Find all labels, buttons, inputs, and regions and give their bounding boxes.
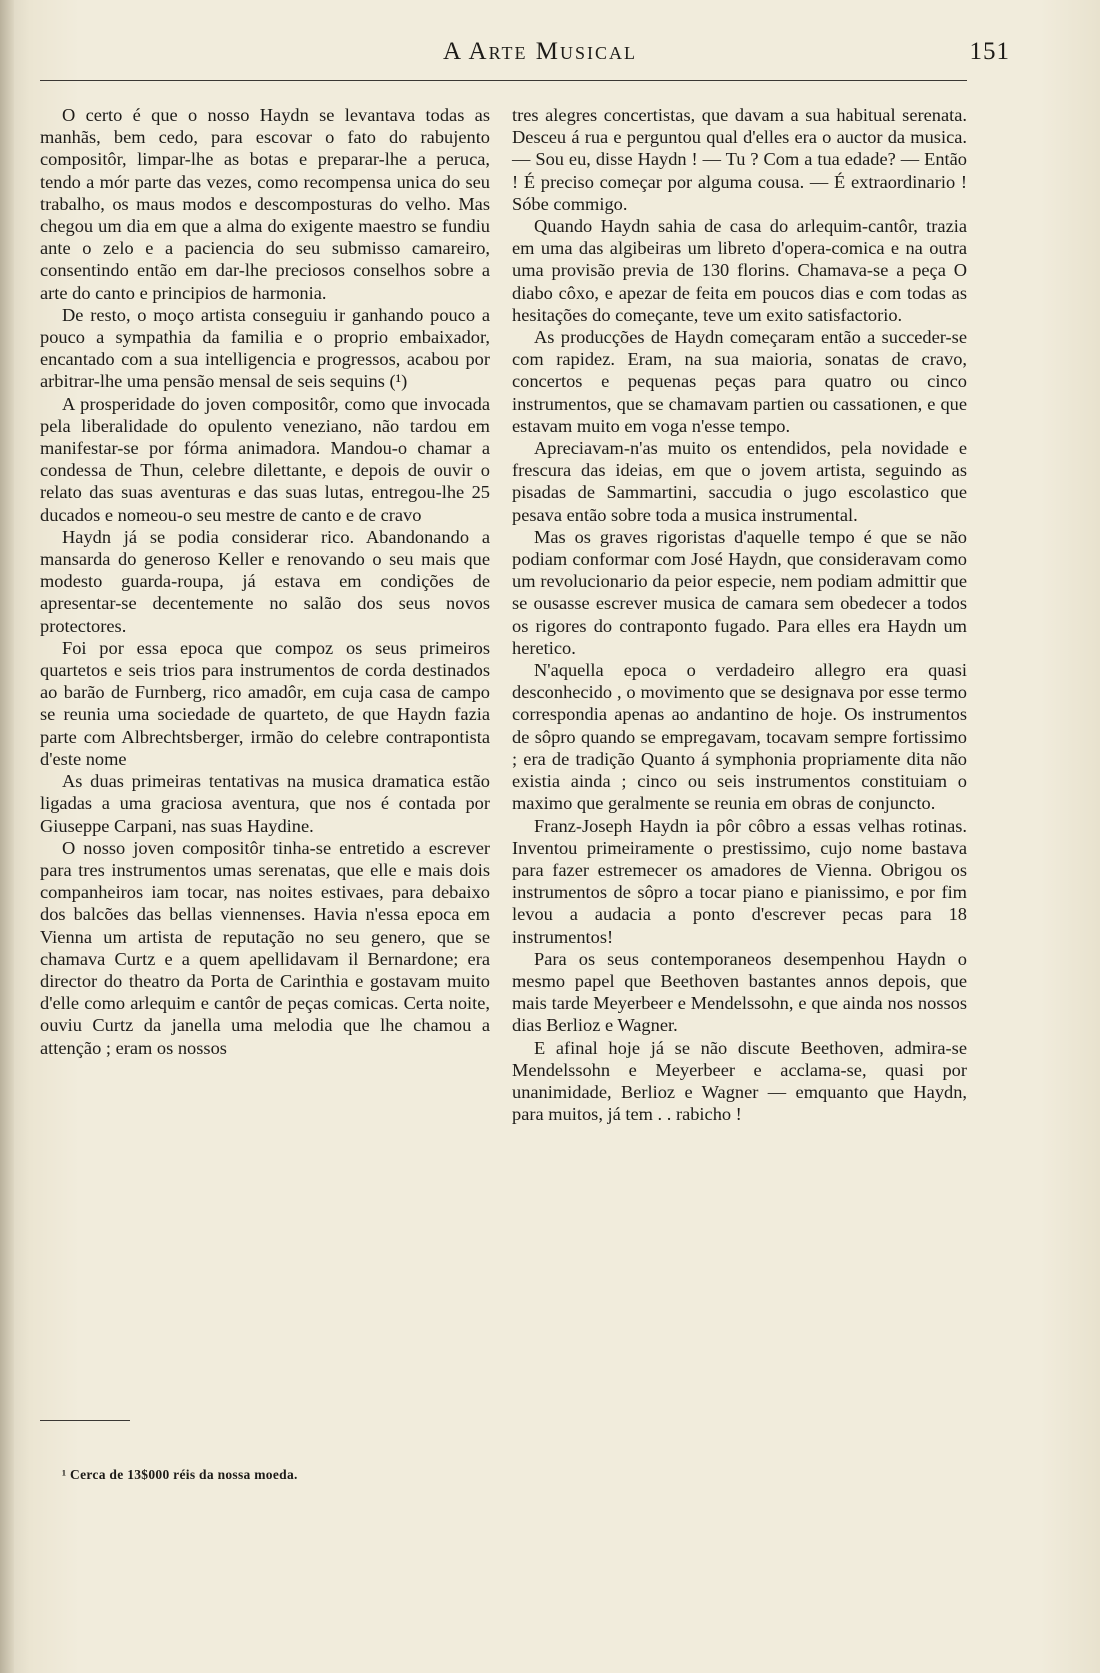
running-title: A Arte Musical [443, 38, 637, 65]
paragraph: Quando Haydn sahia de casa do arlequim-cantôr, trazia em uma das algibeiras um libreto d'opera-comica e na outra uma provisão previa de 130 florins. Chamava-se a peça O diabo côxo, e apezar de feita em poucos dias e com todas as hesitações do começante, teve um exito satisfactorio. [512, 216, 967, 325]
paragraph: E afinal hoje já se não discute Beethoven, admira-se Mendelssohn e Meyerbeer e acclama-se, quasi por unanimidade, Berlioz e Wagner — emquanto que Haydn, para muitos, já tem . . rabicho ! [512, 1037, 967, 1125]
paragraph: Mas os graves rigoristas d'aquelle tempo é que se não podiam conformar com José Haydn, que consideravam como um revolucionario da peior especie, nem podiam admittir que se ousasse escrever musica de camara sem obedecer a todos os rigores do contraponto fugado. Para elles era Haydn um heretico. [512, 526, 967, 658]
paragraph: O certo é que o nosso Haydn se levantava todas as manhãs, bem cedo, para escovar o fato do rabujento compositôr, limpar-lhe as botas e preparar-lhe a peruca, tendo a mór parte das vezes, como recompensa unica do seu trabalho, os maus modos e descomposturas do velho. Mas chegou um dia em que a alma do exigente maestro se fundiu ante o zelo e a paciencia do seu submisso camareiro, consentindo então em dar-lhe preciosos conselhos sobre a arte do canto e principios de harmonia. [40, 105, 490, 303]
page-number: 151 [969, 38, 1010, 65]
right-column [512, 104, 967, 1125]
paragraph: tres alegres concertistas, que davam a sua habitual serenata. Desceu á rua e perguntou qual d'elles era o auctor da musica. — Sou eu, disse Haydn ! — Tu ? Com a tua edade? — Então ! É preciso começar por alguma cousa. — É extraordinario ! Sóbe commigo. [512, 105, 967, 214]
page-header [40, 38, 1040, 78]
paragraph: De resto, o moço artista conseguiu ir ganhando pouco a pouco a sympathia da familia e o proprio embaixador, encantado com a sua intelligencia e progressos, acabou por arbitrar-lhe uma pensão mensal de seis sequins (¹) [40, 304, 490, 392]
paragraph: O nosso joven compositôr tinha-se entretido a escrever para tres instrumentos umas serenatas, que elle e mais dois companheiros iam tocar, nas noites estivaes, para debaixo dos balcões das bellas viennenses. Havia n'essa epoca em Vienna um artista de reputação no seu genero, que se chamava Curtz e a quem apellidavam il Bernardone; era director do theatro da Porta de Carinthia e gostavam muito d'elle como arlequim e cantôr de peças comicas. Certa noite, ouviu Curtz da janella uma melodia que lhe chamou a attenção ; eram os nossos [40, 837, 490, 1058]
paragraph: Haydn já se podia considerar rico. Abandonando a mansarda do generoso Keller e renovando o seu mais que modesto guarda-roupa, já estava em condições de apresentar-se decentemente no salão dos seus novos protectores. [40, 526, 490, 636]
footnote-rule [40, 1420, 130, 1421]
paragraph: A prosperidade do joven compositôr, como que invocada pela liberalidade do opulento veneziano, não tardou em manifestar-se por fórma animadora. Mandou-o chamar a condessa de Thun, celebre dilettante, e depois de ouvir o relato das suas aventuras e das suas lutas, entregou-lhe 25 ducados e nomeou-o seu mestre de canto e de cravo [40, 393, 490, 525]
book-spine-shadow [0, 0, 14, 1673]
paragraph: As duas primeiras tentativas na musica dramatica estão ligadas a uma graciosa aventura, que nos é contada por Giuseppe Carpani, nas suas Haydine. [40, 771, 490, 836]
paragraph: Franz-Joseph Haydn ia pôr côbro a essas velhas rotinas. Inventou primeiramente o prestissimo, cujo nome bastava para fazer estremecer os amadores de Vienna. Obrigou os instrumentos de sôpro a tocar piano e pianissimo, e por fim levou a audacia a ponto d'escrever pecas para 18 instrumentos! [512, 815, 967, 947]
paragraph: Apreciavam-n'as muito os entendidos, pela novidade e frescura das ideias, em que o jovem artista, seguindo as pisadas de Sammartini, saccudia o jugo escolastico que pesava então sobre toda a musica instrumental. [512, 438, 967, 525]
paragraph: Para os seus contemporaneos desempenhou Haydn o mesmo papel que Beethoven bastantes annos depois, que mais tarde Meyerbeer e Mendelssohn, e que ainda nos nossos dias Berlioz e Wagner. [512, 948, 967, 1036]
paragraph: Foi por essa epoca que compoz os seus primeiros quartetos e seis trios para instrumentos de corda destinados ao barão de Furnberg, rico amadôr, em cuja casa de campo se reunia uma sociedade de quarteto, de que Haydn fazia parte com Albrechtsberger, irmão do celebre contrapontista d'este nome [40, 637, 490, 769]
header-rule [40, 80, 967, 81]
paragraph: N'aquella epoca o verdadeiro allegro era quasi desconhecido , o movimento que se designava por esse termo correspondia apenas ao andantino de hoje. Os instrumentos de sôpro quando se empregavam, tocavam sempre fortissimo ; era de tradição Quanto á symphonia propriamente dita não existia ainda ; cinco ou seis instrumentos constituiam o maximo que geralmente se reunia em obras de conjuncto. [512, 660, 967, 814]
paragraph: As producções de Haydn começaram então a succeder-se com rapidez. Eram, na sua maioria, sonatas de cravo, concertos e pequenas peças para quatro ou cinco instrumentos, que se chamavam partien ou cassationen, e que estavam muito em voga n'esse tempo. [512, 327, 967, 436]
footnote: ¹ Cerca de 13$000 réis da nossa moeda. [62, 1467, 298, 1482]
left-column [40, 104, 490, 1059]
